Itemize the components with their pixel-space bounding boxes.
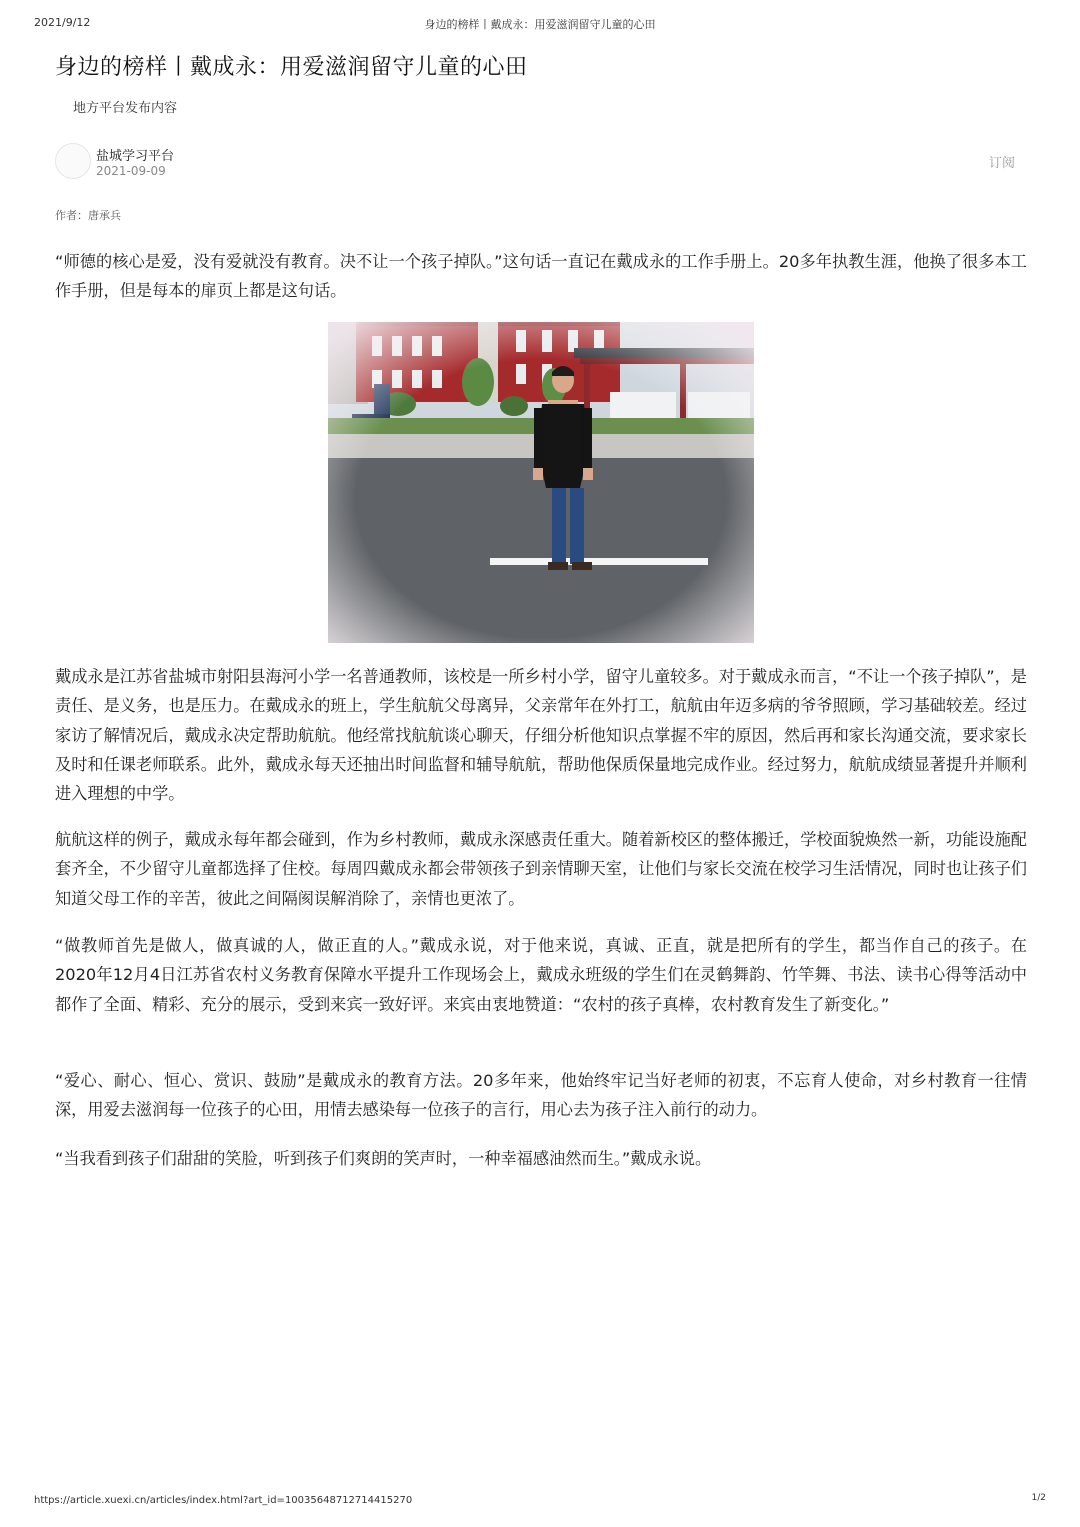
publish-date: 2021-09-09: [96, 164, 166, 178]
publisher-bar: [55, 142, 1025, 182]
article-photo: [328, 322, 754, 643]
source-tag: 地方平台发布内容: [73, 101, 178, 116]
page-number: 1/2: [1031, 1493, 1046, 1503]
paragraph-2: 戴成永是江苏省盐城市射阳县海河小学一名普通教师，该校是一所乡村小学，留守儿童较多。对于戴成永而言，“不让一个孩子掉队”，是责任、是义务，也是压力。在戴成永的班上，学生航航父母离异，父亲常年在外打工，航航由年迈多病的爷爷照顾，学习基础较差。经过家访了解情况后，戴成永决定帮助航航。他经常找航航谈心聊天，仔细分析他知识点掌握不牢的原因，然后再和家长沟通交流，要求家长及时和任课老师联系。此外，戴成永每天还抽出时间监督和辅导航航，帮助他保质保量地完成作业。经过努力，航航成绩显著提升并顺利进入理想的中学。: [55, 667, 1027, 804]
print-url: https://article.xuexi.cn/articles/index.html?art_id=10035648712714415270: [34, 1495, 413, 1506]
print-date: 2021/9/12: [34, 16, 91, 29]
article-title: 身边的榜样丨戴成永：用爱滋润留守儿童的心田: [55, 55, 528, 80]
paragraph-5: “爱心、耐心、恒心、赏识、鼓励”是戴成永的教育方法。20多年来，他始终牢记当好老师的初衷，不忘育人使命，对乡村教育一往情深，用爱去滋润每一位孩子的心田，用情去感染每一位孩子的言行，用心去为孩子注入前行的动力。: [55, 1071, 1027, 1120]
publisher-avatar[interactable]: [55, 143, 91, 179]
paragraph-1: “师德的核心是爱，没有爱就没有教育。决不让一个孩子掉队。”这句话一直记在戴成永的工作手册上。20多年执教生涯，他换了很多本工作手册，但是每本的扉页上都是这句话。: [55, 252, 1027, 301]
subscribe-button[interactable]: 订阅: [988, 156, 1015, 171]
print-footer: [0, 1495, 1080, 1511]
publisher-name[interactable]: 盐城学习平台: [96, 149, 175, 164]
author-line: 作者：唐承兵: [55, 209, 121, 222]
paragraph-4: “做教师首先是做人，做真诚的人，做正直的人。”戴成永说，对于他来说，真诚、正直，就是把所有的学生，都当作自己的孩子。在2020年12月4日江苏省农村义务教育保障水平提升工作现场会上，戴成永班级的学生们在灵鹤舞韵、竹竿舞、书法、读书心得等活动中都作了全面、精彩、充分的展示，受到来宾一致好评。来宾由衷地赞道：“农村的孩子真棒，农村教育发生了新变化。”: [55, 936, 1027, 1014]
paragraph-6: “当我看到孩子们甜甜的笑脸，听到孩子们爽朗的笑声时，一种幸福感油然而生。”戴成永说。: [55, 1149, 712, 1168]
print-header: [0, 16, 1080, 36]
print-page-title: 身边的榜样丨戴成永：用爱滋润留守儿童的心田: [424, 18, 656, 31]
paragraph-3: 航航这样的例子，戴成永每年都会碰到，作为乡村教师，戴成永深感责任重大。随着新校区的整体搬迁，学校面貌焕然一新，功能设施配套齐全，不少留守儿童都选择了住校。每周四戴成永都会带领孩子到亲情聊天室，让他们与家长交流在校学习生活情况，同时也让孩子们知道父母工作的辛苦，彼此之间隔阂误解消除了，亲情也更浓了。: [55, 830, 1027, 908]
